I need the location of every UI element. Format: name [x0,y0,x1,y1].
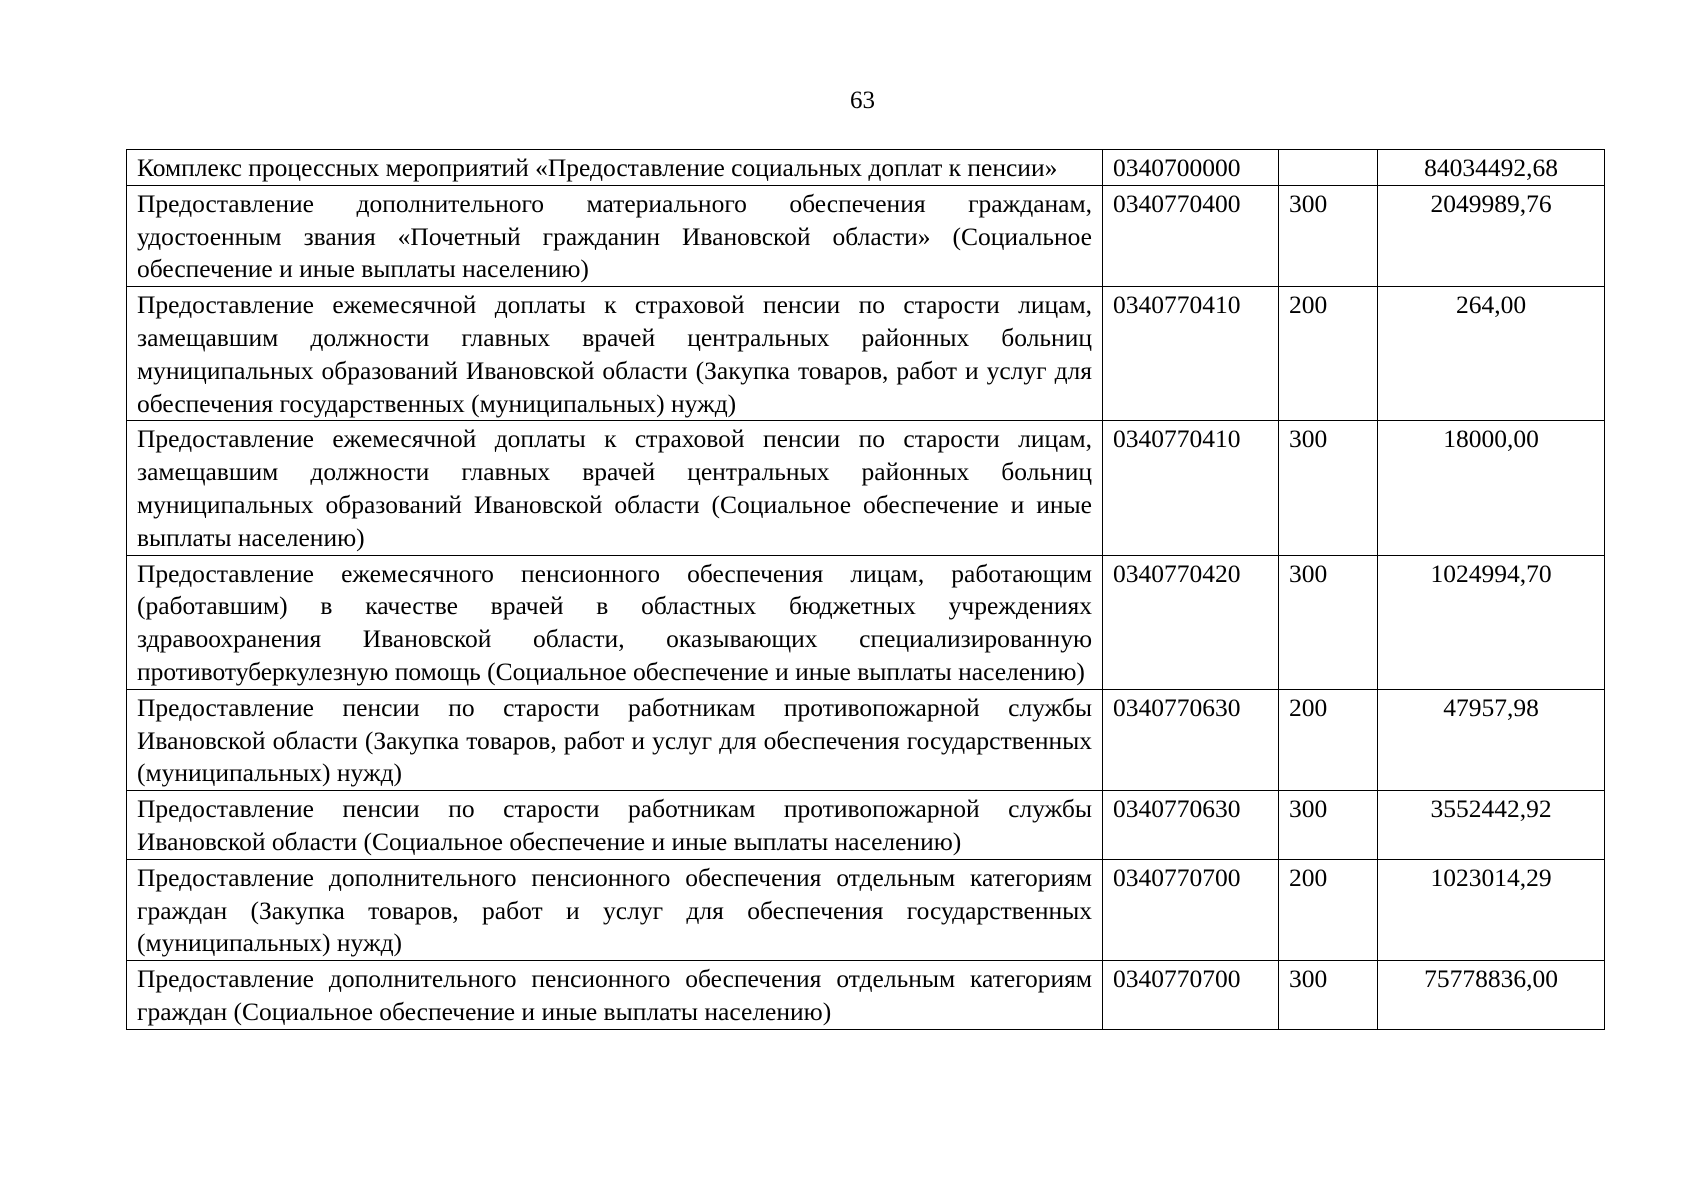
amount-cell: 47957,98 [1378,689,1605,790]
amount-cell: 2049989,76 [1378,185,1605,286]
target-article-code-cell: 0340770410 [1103,287,1279,421]
table-row [127,555,1605,689]
item-name-cell: Предоставление дополнительного пенсионного обеспечения отдельным категориям граждан (Социальное обеспечение и иные выплаты населению) [127,961,1103,1030]
table-row [127,150,1605,186]
expense-type-code-cell: 300 [1279,555,1378,689]
table-row [127,791,1605,860]
expense-type-code-cell: 300 [1279,791,1378,860]
table-row [127,287,1605,421]
item-name-cell: Предоставление ежемесячной доплаты к страховой пенсии по старости лицам, замещавшим должности главных врачей центральных районных больниц муниципальных образований Ивановской области (Социальное обеспечение и иные выплаты населению) [127,421,1103,555]
item-name-cell: Предоставление ежемесячного пенсионного обеспечения лицам, работающим (работавшим) в качестве врачей в областных бюджетных учреждениях здравоохранения Ивановской области, оказывающих специализированную противотуберкулезную помощь (Социальное обеспечение и иные выплаты населению) [127,555,1103,689]
expense-type-code-cell: 200 [1279,689,1378,790]
table-row [127,185,1605,286]
item-name-cell: Предоставление ежемесячной доплаты к страховой пенсии по старости лицам, замещавшим должности главных врачей центральных районных больниц муниципальных образований Ивановской области (Закупка товаров, работ и услуг для обеспечения государственных (муниципальных) нужд) [127,287,1103,421]
item-name-cell: Предоставление дополнительного материального обеспечения гражданам, удостоенным звания «Почетный гражданин Ивановской области» (Социальное обеспечение и иные выплаты населению) [127,185,1103,286]
amount-cell: 18000,00 [1378,421,1605,555]
amount-cell: 1024994,70 [1378,555,1605,689]
table-row [127,961,1605,1030]
target-article-code-cell: 0340770410 [1103,421,1279,555]
amount-cell: 84034492,68 [1378,150,1605,186]
table-row [127,689,1605,790]
table-row [127,859,1605,960]
target-article-code-cell: 0340770630 [1103,791,1279,860]
amount-cell: 75778836,00 [1378,961,1605,1030]
item-name-cell: Предоставление пенсии по старости работникам противопожарной службы Ивановской области (Социальное обеспечение и иные выплаты населению) [127,791,1103,860]
expense-type-code-cell: 300 [1279,961,1378,1030]
amount-cell: 264,00 [1378,287,1605,421]
target-article-code-cell: 0340770700 [1103,961,1279,1030]
expense-type-code-cell: 300 [1279,185,1378,286]
target-article-code-cell: 0340700000 [1103,150,1279,186]
expense-type-code-cell: 300 [1279,421,1378,555]
item-name-cell: Комплекс процессных мероприятий «Предоставление социальных доплат к пенсии» [127,150,1103,186]
target-article-code-cell: 0340770700 [1103,859,1279,960]
target-article-code-cell: 0340770400 [1103,185,1279,286]
budget-table [126,149,1605,1030]
expense-type-code-cell: 200 [1279,859,1378,960]
page-number: 63 [850,87,875,114]
table-row [127,421,1605,555]
expense-type-code-cell: 200 [1279,287,1378,421]
target-article-code-cell: 0340770420 [1103,555,1279,689]
amount-cell: 3552442,92 [1378,791,1605,860]
item-name-cell: Предоставление дополнительного пенсионного обеспечения отдельным категориям граждан (Закупка товаров, работ и услуг для обеспечения государственных (муниципальных) нужд) [127,859,1103,960]
item-name-cell: Предоставление пенсии по старости работникам противопожарной службы Ивановской области (Закупка товаров, работ и услуг для обеспечения государственных (муниципальных) нужд) [127,689,1103,790]
expense-type-code-cell [1279,150,1378,186]
amount-cell: 1023014,29 [1378,859,1605,960]
target-article-code-cell: 0340770630 [1103,689,1279,790]
